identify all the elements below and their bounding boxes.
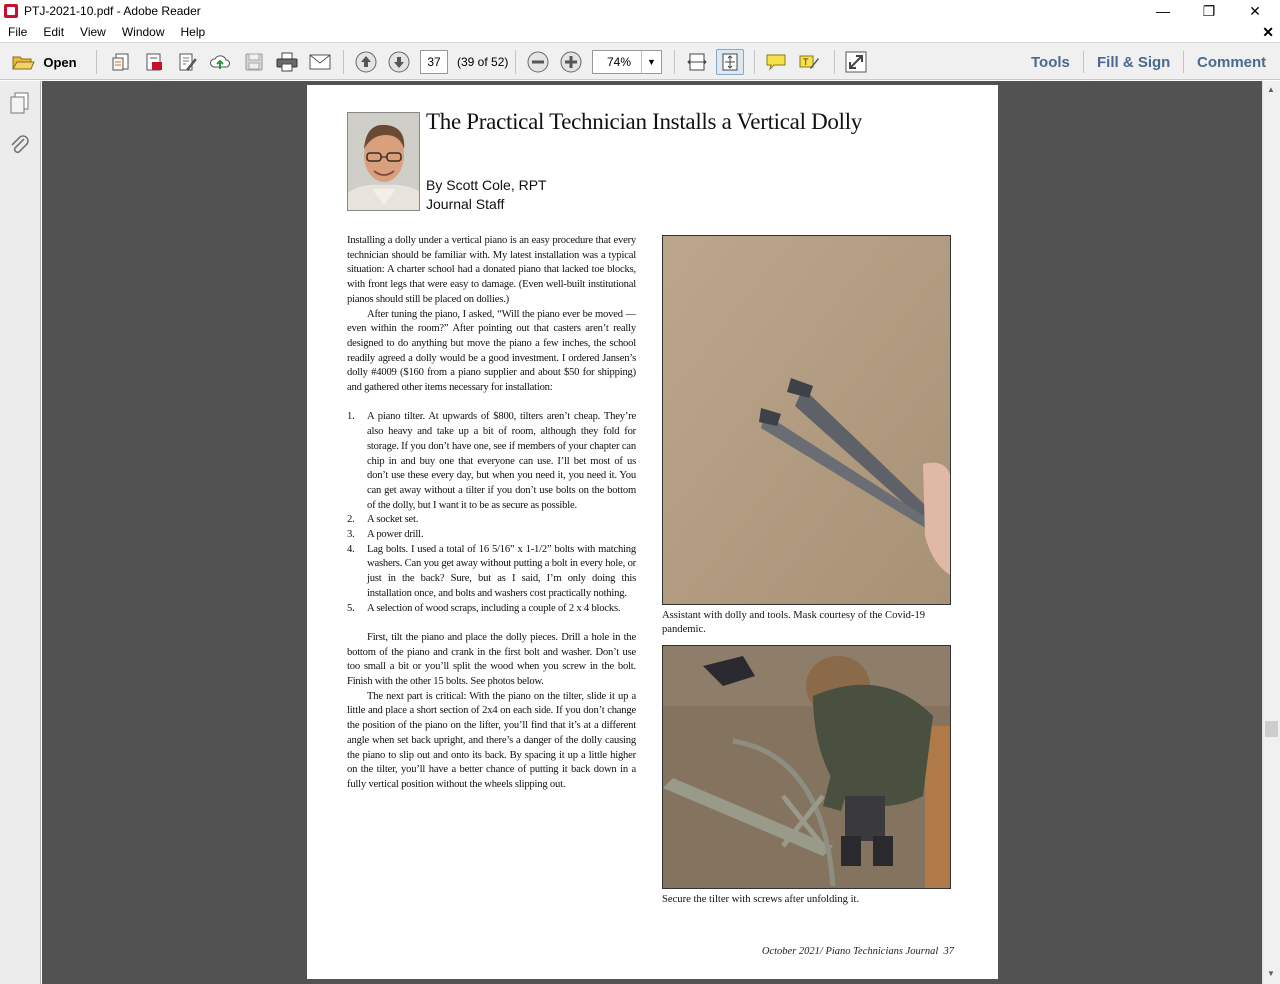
menu-edit[interactable]: Edit bbox=[43, 25, 65, 39]
author-name: By Scott Cole, RPT bbox=[426, 177, 547, 193]
open-label: Open bbox=[43, 54, 77, 70]
scroll-up-arrow-icon[interactable]: ▲ bbox=[1267, 85, 1275, 94]
close-document-icon[interactable]: ✕ bbox=[1262, 24, 1274, 40]
create-pdf-button[interactable] bbox=[108, 49, 134, 75]
paragraph: First, tilt the piano and place the dolly pieces. Drill a hole in the bottom of the piano and crank in the first bolt and washer. Don’t use too small a bit or you’ll split the wood when you screw in the bolt. Finish with the other 15 bolts. See photos below. bbox=[347, 631, 636, 688]
sticky-note-button[interactable] bbox=[763, 49, 789, 75]
highlight-text-button[interactable] bbox=[796, 49, 822, 75]
menu-bar bbox=[0, 22, 1280, 42]
printer-icon bbox=[276, 52, 298, 72]
list-item: 2. A socket set. bbox=[347, 514, 419, 526]
article-body bbox=[347, 234, 636, 793]
open-button[interactable] bbox=[8, 49, 80, 75]
next-page-button[interactable] bbox=[386, 49, 412, 75]
toolbar-separator bbox=[96, 50, 97, 74]
tab-separator bbox=[1183, 51, 1184, 73]
print-button[interactable] bbox=[274, 49, 300, 75]
toolbar-separator bbox=[834, 50, 835, 74]
list-item: 4. Lag bolts. I used a total of 16 5/16” x 1-1/2” bolts with matching washers. Can you get away without putting a bolt in every hole, or just in the back? Sure, but as I said, I’m only doing this installation once, and bolts and washers cost practically nothing. bbox=[347, 543, 636, 599]
arrow-down-circle-icon bbox=[388, 51, 410, 73]
expand-icon bbox=[845, 51, 867, 73]
tab-fill-sign[interactable]: Fill & Sign bbox=[1097, 54, 1171, 71]
close-window-button[interactable]: ✕ bbox=[1249, 2, 1261, 19]
photo-caption: Secure the tilter with screws after unfolding it. bbox=[662, 894, 860, 905]
toolbar-separator bbox=[754, 50, 755, 74]
footer-journal: Piano Technicians Journal bbox=[825, 946, 939, 957]
chevron-down-icon[interactable]: ▼ bbox=[641, 51, 661, 73]
toolbar-separator bbox=[674, 50, 675, 74]
list-item: 3. A power drill. bbox=[347, 529, 424, 541]
minus-circle-icon bbox=[527, 51, 549, 73]
menu-window[interactable]: Window bbox=[121, 25, 165, 39]
zoom-value: 74% bbox=[607, 55, 632, 69]
scrollbar-thumb[interactable] bbox=[1265, 721, 1278, 737]
vertical-scrollbar[interactable] bbox=[1262, 81, 1280, 984]
photo-boy-with-tilter bbox=[662, 645, 951, 889]
email-button[interactable] bbox=[307, 49, 333, 75]
highlighter-icon bbox=[798, 52, 820, 72]
list-item: 1. A piano tilter. At upwards of $800, tilters aren’t cheap. They’re also heavy and take up a bit of room, although they fold for storage. If you don’t have one, see if members of your chapter can chip in and buy one that everyone can use. I’ll bet most of us don’t use these every day, but when you need it, you need it. You can get away without a tilter if you don’t use bolts on the bottom of the dolly, but I want it to be as secure as possible. bbox=[347, 411, 636, 511]
save-button[interactable] bbox=[241, 49, 267, 75]
page-footer bbox=[700, 946, 954, 957]
full-screen-button[interactable] bbox=[843, 49, 869, 75]
fit-width-icon bbox=[687, 52, 707, 72]
folder-icon bbox=[11, 52, 35, 72]
window-title: PTJ-2021-10.pdf - Adobe Reader bbox=[24, 4, 201, 18]
export-pdf-button[interactable] bbox=[141, 49, 167, 75]
speech-bubble-icon bbox=[765, 52, 787, 72]
author-photo bbox=[347, 112, 420, 211]
attachments-button[interactable] bbox=[9, 133, 31, 162]
author-role: Journal Staff bbox=[426, 196, 505, 212]
photo-caption: Assistant with dolly and tools. Mask courtesy of the Covid-19 pandemic. bbox=[662, 610, 926, 635]
fit-page-icon bbox=[720, 52, 740, 72]
create-pdf-icon bbox=[111, 52, 131, 72]
page-number-input[interactable]: 37 bbox=[420, 50, 448, 74]
edit-pdf-button[interactable] bbox=[174, 49, 200, 75]
minimize-button[interactable]: — bbox=[1156, 3, 1170, 19]
menu-help[interactable]: Help bbox=[180, 25, 206, 39]
scroll-down-arrow-icon[interactable]: ▼ bbox=[1267, 969, 1275, 978]
zoom-level-select[interactable] bbox=[592, 50, 662, 74]
plus-circle-icon bbox=[560, 51, 582, 73]
menu-view[interactable]: View bbox=[80, 25, 106, 39]
zoom-out-button[interactable] bbox=[525, 49, 551, 75]
export-pdf-icon bbox=[144, 52, 164, 72]
list-item: 5. A selection of wood scraps, including a couple of 2 x 4 blocks. bbox=[347, 602, 621, 614]
restore-button[interactable]: ❐ bbox=[1202, 2, 1216, 19]
upload-cloud-button[interactable] bbox=[207, 49, 233, 75]
save-disk-icon bbox=[245, 53, 263, 71]
supplies-list bbox=[347, 410, 636, 616]
paperclip-icon bbox=[9, 133, 31, 157]
fit-width-button[interactable] bbox=[684, 49, 710, 75]
fit-page-button[interactable] bbox=[716, 49, 744, 75]
title-bar bbox=[0, 0, 1280, 22]
svg-text:T: T bbox=[803, 57, 809, 67]
envelope-icon bbox=[309, 54, 331, 70]
tab-tools[interactable]: Tools bbox=[1031, 54, 1070, 71]
footer-date: October 2021/ bbox=[761, 946, 826, 957]
main-toolbar bbox=[0, 42, 1280, 80]
article-title: The Practical Technician Installs a Vertical Dolly bbox=[426, 109, 862, 134]
photo-socket-tool bbox=[662, 235, 951, 605]
menu-file[interactable]: File bbox=[8, 25, 28, 39]
navigation-pane bbox=[0, 81, 41, 984]
adobe-reader-icon bbox=[4, 4, 18, 18]
page-count-label: (39 of 52) bbox=[457, 55, 509, 69]
edit-document-icon bbox=[177, 52, 197, 72]
paragraph: The next part is critical: With the piano on the tilter, slide it up a little and place a short section of 2x4 on each side. If you don’t change the position of the piano on the lifter, you’ll find that it’s at a different angle when set back upright, and there’s a danger of the dolly causing the piano to slip out and onto its back. By spacing it up a little higher on the tilter, you’ll have a better chance of putting it back down in a fully vertical position without the wheels slipping out. bbox=[347, 690, 636, 790]
pages-icon bbox=[8, 91, 32, 115]
page-thumbnails-button[interactable] bbox=[8, 91, 32, 120]
previous-page-button[interactable] bbox=[353, 49, 379, 75]
tab-separator bbox=[1083, 51, 1084, 73]
footer-page-number: 37 bbox=[943, 946, 954, 957]
byline bbox=[426, 176, 547, 214]
toolbar-separator bbox=[515, 50, 516, 74]
paragraph: Installing a dolly under a vertical piano is an easy procedure that every technician should be familiar with. My latest installation was a typical situation: A charter school had a donated piano that lacked toe blocks, with front legs that were easy to damage. (Even well-built institutional pianos should still be placed on dollies.) bbox=[347, 235, 636, 305]
paragraph: After tuning the piano, I asked, “Will the piano ever be moved — even within the room?” After pointing out that casters aren’t really designed to do anything but move the piano a few inches, the school readily agreed a dolly would be a good investment. I ordered Jansen’s dolly #4009 ($160 from a piano supplier and about $50 for shipping) and gathered other items necessary for installation: bbox=[347, 308, 636, 394]
arrow-up-circle-icon bbox=[355, 51, 377, 73]
toolbar-separator bbox=[343, 50, 344, 74]
tab-comment[interactable]: Comment bbox=[1197, 54, 1267, 71]
cloud-upload-icon bbox=[209, 52, 231, 72]
zoom-in-button[interactable] bbox=[558, 49, 584, 75]
